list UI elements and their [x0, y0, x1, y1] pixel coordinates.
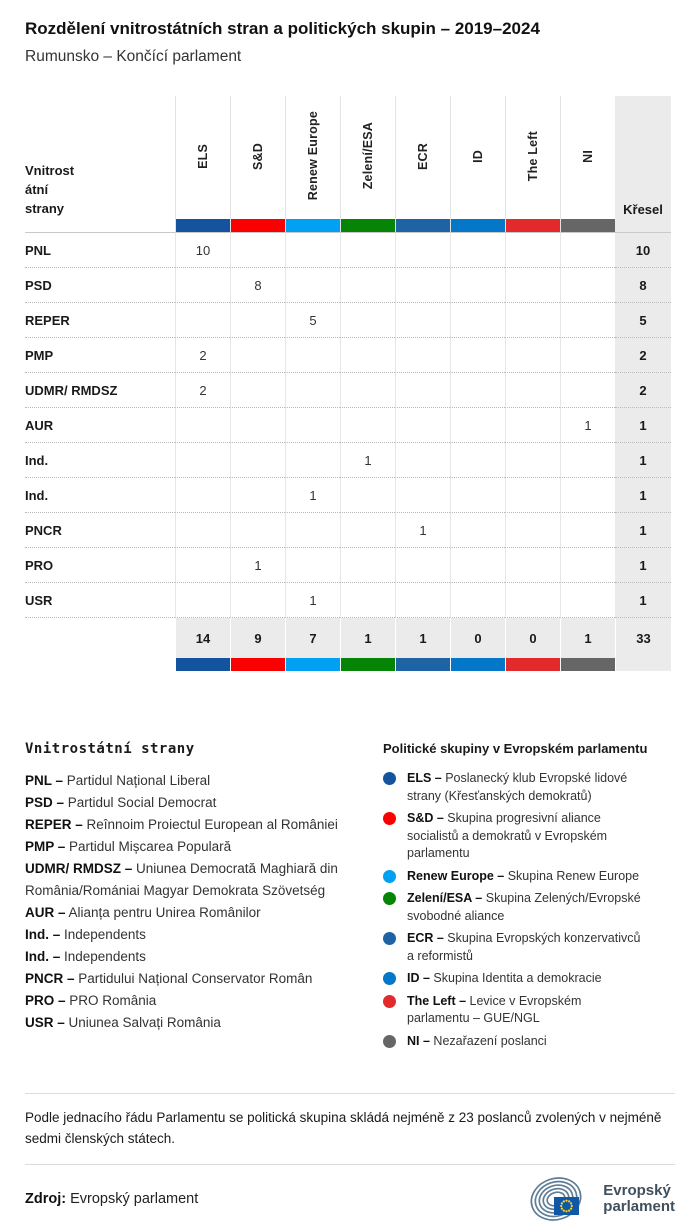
value-cell	[175, 268, 230, 303]
group-color-dot-icon	[383, 892, 396, 905]
value-cell	[450, 513, 505, 548]
value-cell	[340, 268, 395, 303]
value-cell	[340, 338, 395, 373]
group-legend-item: S&D – Skupina progresivní aliance socialistů a demokratů v Evropském parlamentu	[383, 810, 675, 863]
seats-cell: 1	[615, 443, 671, 478]
value-cell	[340, 233, 395, 268]
value-cell	[505, 373, 560, 408]
seats-cell: 10	[615, 233, 671, 268]
totals-cell: 0	[505, 618, 560, 658]
group-color-bar-the-left	[505, 658, 560, 671]
group-color-bar-id	[450, 658, 505, 671]
value-cell	[395, 478, 450, 513]
logo-wordmark	[603, 1183, 675, 1216]
totals-cell: 1	[560, 618, 615, 658]
footnote: Podle jednacího řádu Parlamentu se politická skupina skládá nejméně z 23 poslanců zvolených v nejméně sedmi členských státech.	[25, 1093, 675, 1165]
page-subtitle: Rumunsko – Končící parlament	[25, 48, 242, 65]
group-legend-item: ECR – Skupina Evropských konzervativců a reformistů	[383, 930, 675, 965]
seats-cell: 1	[615, 408, 671, 443]
seats-cell: 1	[615, 478, 671, 513]
value-cell	[175, 513, 230, 548]
group-legend	[383, 741, 675, 1055]
value-cell: 1	[230, 548, 285, 583]
value-cell	[560, 233, 615, 268]
group-color-dot-icon	[383, 932, 396, 945]
source-row	[25, 1171, 675, 1227]
row-label-pro: PRO	[25, 548, 175, 583]
party-legend-item: AUR – Alianța pentru Unirea Românilor	[25, 905, 261, 920]
value-cell	[285, 443, 340, 478]
value-cell	[395, 583, 450, 618]
value-cell	[340, 513, 395, 548]
row-label-pncr: PNCR	[25, 513, 175, 548]
group-legend-list	[383, 770, 675, 1050]
party-legend-item: Ind. – Independents	[25, 949, 146, 964]
value-cell	[340, 373, 395, 408]
value-cell	[560, 443, 615, 478]
value-cell	[505, 268, 560, 303]
value-cell: 1	[560, 408, 615, 443]
value-cell	[285, 233, 340, 268]
source-label: Zdroj:	[25, 1191, 67, 1207]
group-color-bar-s-d	[230, 658, 285, 671]
group-color-bar-zelen-esa	[340, 658, 395, 671]
value-cell	[230, 233, 285, 268]
group-color-dot-icon	[383, 870, 396, 883]
value-cell	[340, 408, 395, 443]
value-cell	[340, 303, 395, 338]
hemicycle-flag-icon	[528, 1173, 594, 1225]
column-header-els: ELS	[175, 96, 230, 233]
row-label-ind: Ind.	[25, 443, 175, 478]
value-cell	[230, 478, 285, 513]
bars-seats-spacer	[615, 658, 671, 671]
value-cell	[505, 443, 560, 478]
value-cell	[505, 478, 560, 513]
seats-cell: 8	[615, 268, 671, 303]
party-legend-item: UDMR/ RMDSZ – Uniunea Democrată Maghiară din România/Romániai Magyar Demokrata Szövetség	[25, 861, 338, 898]
source-text	[25, 1191, 198, 1207]
value-cell	[560, 548, 615, 583]
european-parliament-logo	[528, 1173, 675, 1225]
row-label-psd: PSD	[25, 268, 175, 303]
bars-spacer	[25, 658, 175, 671]
value-cell	[175, 443, 230, 478]
value-cell	[505, 338, 560, 373]
column-header-the-left: The Left	[505, 96, 560, 233]
value-cell	[450, 548, 505, 583]
value-cell	[230, 408, 285, 443]
group-color-dot-icon	[383, 972, 396, 985]
seats-table	[25, 96, 675, 671]
totals-seats: 33	[615, 618, 671, 658]
value-cell	[450, 233, 505, 268]
value-cell	[505, 583, 560, 618]
group-color-dot-icon	[383, 772, 396, 785]
logo-line2: parlament	[603, 1198, 675, 1215]
party-legend-item: PRO – PRO România	[25, 993, 157, 1008]
value-cell	[175, 303, 230, 338]
group-color-bar	[231, 219, 285, 232]
value-cell: 5	[285, 303, 340, 338]
value-cell	[450, 338, 505, 373]
party-legend-item: PMP – Partidul Mișcarea Populară	[25, 839, 232, 854]
totals-cell: 0	[450, 618, 505, 658]
value-cell	[395, 548, 450, 583]
source-value: Evropský parlament	[70, 1191, 199, 1207]
column-header-renew-europe: Renew Europe	[285, 96, 340, 233]
value-cell: 10	[175, 233, 230, 268]
value-cell	[560, 303, 615, 338]
totals-row-label	[25, 618, 175, 658]
seats-cell: 2	[615, 338, 671, 373]
seats-cell: 1	[615, 583, 671, 618]
value-cell: 1	[395, 513, 450, 548]
value-cell	[395, 373, 450, 408]
value-cell	[340, 583, 395, 618]
value-cell	[505, 408, 560, 443]
value-cell	[505, 233, 560, 268]
value-cell	[560, 268, 615, 303]
row-label-udmr-rmdsz: UDMR/ RMDSZ	[25, 373, 175, 408]
value-cell	[230, 583, 285, 618]
page-title: Rozdělení vnitrostátních stran a politických skupin – 2019–2024	[25, 19, 540, 38]
party-legend-item: PNCR – Partidului Național Conservator Român	[25, 971, 313, 986]
group-color-bar	[286, 219, 340, 232]
value-cell: 1	[285, 478, 340, 513]
value-cell	[230, 443, 285, 478]
value-cell: 8	[230, 268, 285, 303]
group-legend-item: Zelení/ESA – Skupina Zelených/Evropské svobodné aliance	[383, 890, 675, 925]
totals-cell: 1	[340, 618, 395, 658]
value-cell	[395, 408, 450, 443]
value-cell	[450, 478, 505, 513]
group-legend-item: NI – Nezařazení poslanci	[383, 1033, 675, 1051]
totals-cell: 7	[285, 618, 340, 658]
value-cell	[505, 513, 560, 548]
seats-cell: 5	[615, 303, 671, 338]
logo-line1: Evropský	[603, 1181, 671, 1199]
party-legend-item: REPER – Reînnoim Proiectul European al României	[25, 817, 338, 832]
seats-cell: 1	[615, 548, 671, 583]
row-label-ind: Ind.	[25, 478, 175, 513]
value-cell	[450, 303, 505, 338]
party-legend-item: USR – Uniunea Salvați România	[25, 1015, 221, 1030]
value-cell	[285, 408, 340, 443]
value-cell	[505, 548, 560, 583]
value-cell	[560, 513, 615, 548]
value-cell	[450, 443, 505, 478]
group-legend-item: ID – Skupina Identita a demokracie	[383, 970, 675, 988]
column-header-ni: NI	[560, 96, 615, 233]
legends-section	[25, 741, 675, 1055]
value-cell	[395, 233, 450, 268]
value-cell: 2	[175, 338, 230, 373]
value-cell	[285, 338, 340, 373]
group-color-bar-els	[175, 658, 230, 671]
value-cell	[285, 268, 340, 303]
value-cell	[175, 408, 230, 443]
value-cell	[340, 478, 395, 513]
value-cell	[230, 373, 285, 408]
group-color-dot-icon	[383, 812, 396, 825]
value-cell	[450, 583, 505, 618]
group-legend-item: ELS – Poslanecký klub Evropské lidové strany (Křesťanských demokratů)	[383, 770, 675, 805]
seats-cell: 2	[615, 373, 671, 408]
totals-cell: 1	[395, 618, 450, 658]
totals-cell: 9	[230, 618, 285, 658]
column-header-id: ID	[450, 96, 505, 233]
value-cell	[230, 303, 285, 338]
party-legend-item: PSD – Partidul Social Democrat	[25, 795, 217, 810]
party-legend-item: Ind. – Independents	[25, 927, 146, 942]
group-legend-item: Renew Europe – Skupina Renew Europe	[383, 868, 675, 886]
value-cell	[285, 513, 340, 548]
value-cell	[230, 338, 285, 373]
column-header-ecr: ECR	[395, 96, 450, 233]
value-cell	[395, 303, 450, 338]
seats-cell: 1	[615, 513, 671, 548]
value-cell	[560, 583, 615, 618]
value-cell	[395, 338, 450, 373]
party-legend	[25, 741, 383, 1055]
group-legend-title: Politické skupiny v Evropském parlamentu	[383, 741, 648, 756]
value-cell	[450, 408, 505, 443]
value-cell	[395, 268, 450, 303]
row-label-usr: USR	[25, 583, 175, 618]
row-label-pmp: PMP	[25, 338, 175, 373]
row-label-aur: AUR	[25, 408, 175, 443]
value-cell	[285, 548, 340, 583]
group-color-bar	[451, 219, 505, 232]
value-cell: 1	[340, 443, 395, 478]
column-header-s-d: S&D	[230, 96, 285, 233]
value-cell	[230, 513, 285, 548]
group-color-bar-ni	[560, 658, 615, 671]
column-header-zelen-esa: Zelení/ESA	[340, 96, 395, 233]
value-cell	[505, 303, 560, 338]
group-color-dot-icon	[383, 995, 396, 1008]
value-cell	[340, 548, 395, 583]
group-color-bar	[176, 219, 230, 232]
row-label-pnl: PNL	[25, 233, 175, 268]
group-color-bar-renew-europe	[285, 658, 340, 671]
group-color-bar	[396, 219, 450, 232]
value-cell	[175, 583, 230, 618]
value-cell	[175, 478, 230, 513]
column-header-seats: Křesel	[615, 96, 671, 233]
totals-cell: 14	[175, 618, 230, 658]
party-legend-item: PNL – Partidul Național Liberal	[25, 773, 211, 788]
group-color-bar	[506, 219, 560, 232]
value-cell	[560, 373, 615, 408]
value-cell	[560, 478, 615, 513]
party-legend-title: Vnitrostátní strany	[25, 741, 195, 757]
value-cell	[175, 548, 230, 583]
value-cell: 2	[175, 373, 230, 408]
group-color-dot-icon	[383, 1035, 396, 1048]
row-label-reper: REPER	[25, 303, 175, 338]
group-color-bar	[341, 219, 395, 232]
table-corner-header: Vnitrost átní strany	[25, 96, 175, 233]
party-legend-list	[25, 770, 355, 1034]
value-cell: 1	[285, 583, 340, 618]
value-cell	[560, 338, 615, 373]
value-cell	[395, 443, 450, 478]
group-legend-item: The Left – Levice v Evropském parlamentu – GUE/NGL	[383, 993, 675, 1028]
value-cell	[285, 373, 340, 408]
value-cell	[450, 268, 505, 303]
value-cell	[450, 373, 505, 408]
group-color-bar-ecr	[395, 658, 450, 671]
group-color-bar	[561, 219, 615, 232]
